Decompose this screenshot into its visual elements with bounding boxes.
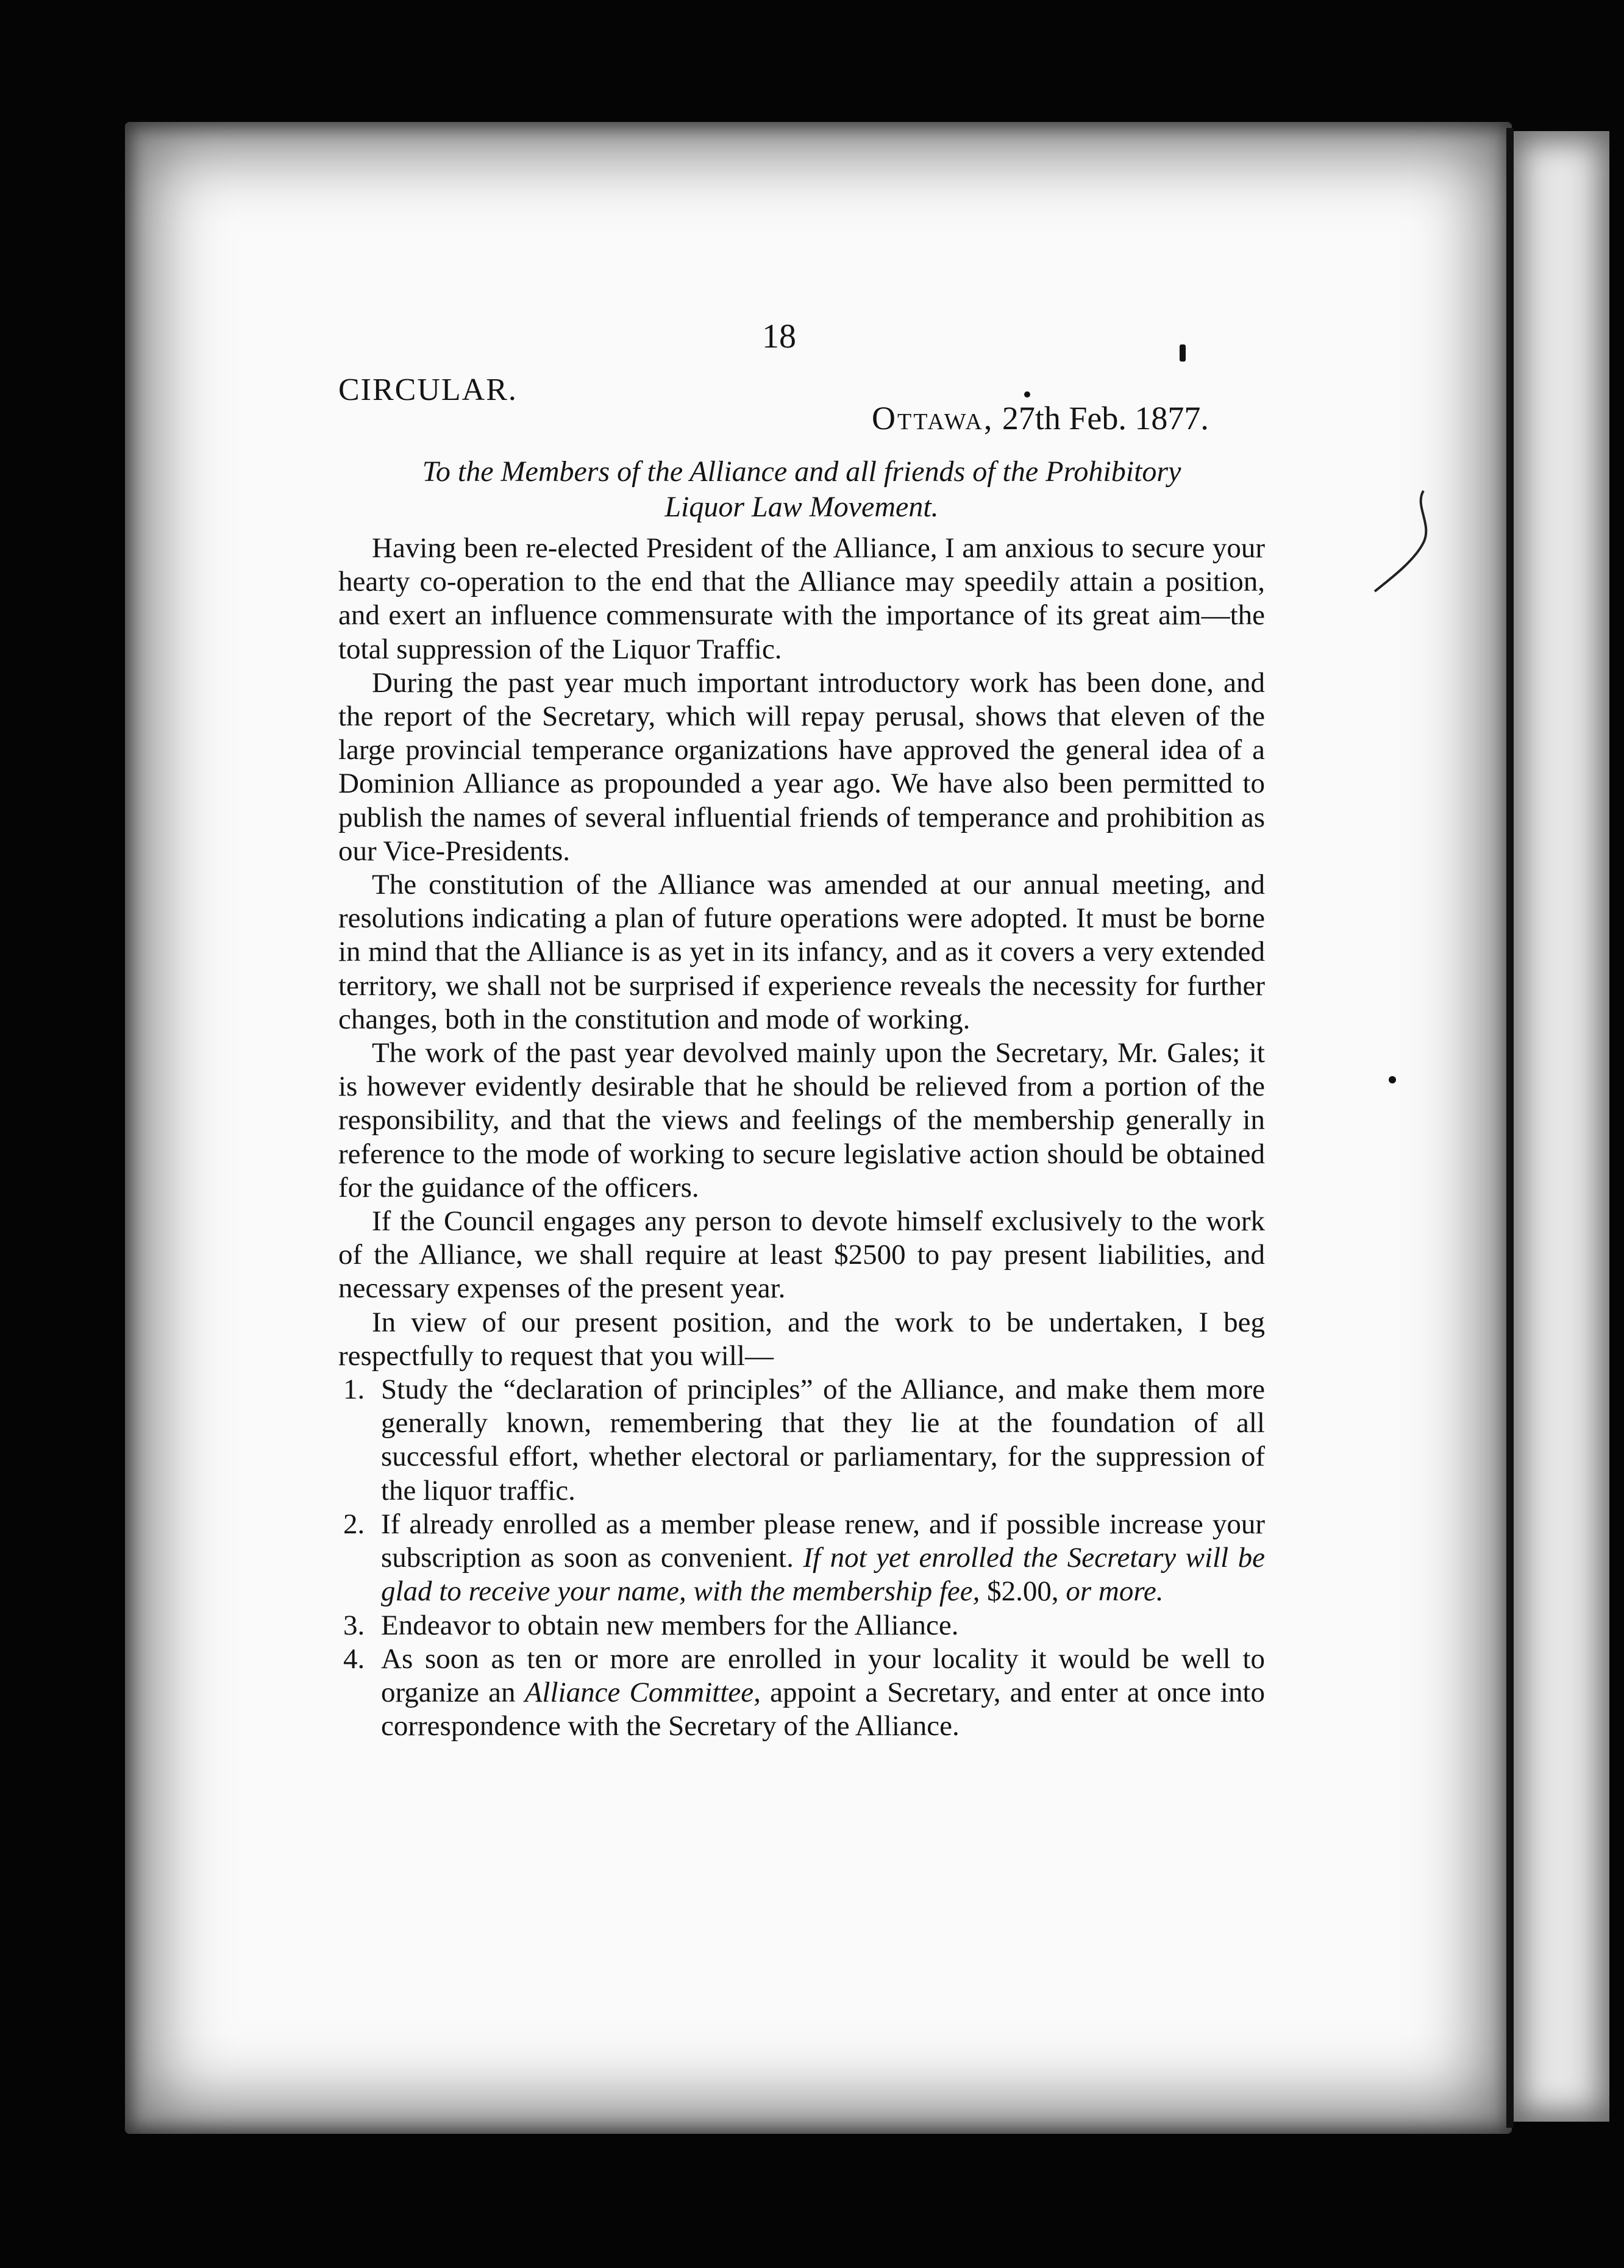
list-text: If already enrolled as a member please renew, and if possible increase your subscription as soon as convenient. [381,1508,1265,1574]
paragraph-1: Having been re-elected President of the Alliance, I am anxious to secure your hearty co-operation to the end that the Alliance may speedily attain a position, and exert an influence commensurate with the importance of its great aim—the total suppression of the Liquor Traffic. [338,532,1265,665]
paragraph-5: If the Council engages any person to devote himself exclusively to the work of the Alliance, we shall require at least $2500 to pay present liabilities, and necessary expenses of the present year. [338,1205,1265,1305]
adjacent-page-edge [1512,131,1609,2122]
salutation-line-1: To the Members of the Alliance and all friends of the Prohibitory [422,455,1181,488]
membership-amount: $2.00, [987,1575,1059,1608]
salutation [329,454,1274,525]
dateline-city: Ottawa, [872,400,994,437]
paragraph-3: The constitution of the Alliance was amended at our annual meeting, and resolutions indicating a plan of future operations were adopted. It must be borne in mind that the Alliance is as yet in its infancy, and as it covers a very extended territory, we shall not be surprised if experience reveals the necessity for further changes, both in the constitution and mode of working. [338,869,1265,1035]
list-text-italic: If not yet enrolled the Secretary will be glad to receive your name, with the membership fee, [381,1542,1266,1608]
list-text: Study the “declaration of principles” of the Alliance, and make them more generally known, remembering that they lie at the foundation of all successful effort, whether electoral or parliamentary, for the suppression of the liquor traffic. [381,1374,1265,1507]
list-text: appoint a Secretary, and enter at once into correspondence with the Secretary of the Alliance. [381,1676,1266,1742]
list-number: 3. [343,1609,365,1641]
list-text-italic: Alliance Committee, [524,1676,761,1708]
dateline-date: 27th Feb. 1877. [1002,400,1209,437]
dateline [872,399,1209,437]
pen-mark [1366,488,1439,597]
list-number: 2. [343,1508,365,1540]
paragraph-6: In view of our present position, and the work to be undertaken, I beg respectfully to request that you will— [338,1306,1265,1372]
list-number: 4. [343,1642,365,1675]
list-text-italic: or more. [1066,1575,1164,1608]
salutation-line-2: Liquor Law Movement. [664,491,939,523]
request-list [338,1373,1265,1743]
list-text: As soon as ten or more are enrolled in your locality it would be well to organize an [381,1642,1265,1708]
circular-heading: CIRCULAR. [338,373,518,407]
paragraph-4: The work of the past year devolved mainly upon the Secretary, Mr. Gales; it is however evidently desirable that he should be relieved from a portion of the responsibility, and that the views and feelings of the membership generally in reference to the mode of working to secure legislative action should be obtained for the guidance of the officers. [338,1037,1265,1204]
ink-speck [1180,344,1186,362]
list-item [338,1609,1265,1642]
ink-speck [1024,391,1030,398]
list-item [338,1642,1265,1744]
list-item [338,1508,1265,1609]
paragraph-2: During the past year much important introductory work has been done, and the report of the Secretary, which will repay perusal, shows that eleven of the large provincial temperance organizations have approved the general idea of a Dominion Alliance as propounded a year ago. We have also been permitted to publish the names of several influential friends of temperance and prohibition as our Vice-Presidents. [338,666,1265,867]
ink-speck [1389,1076,1396,1083]
list-text: Endeavor to obtain new members for the Alliance. [381,1609,959,1641]
page-gutter-line [1506,128,1514,2128]
list-item [338,1373,1265,1508]
circular-body [338,532,1265,1743]
page-number: 18 [762,318,796,355]
list-number: 1. [343,1374,365,1406]
